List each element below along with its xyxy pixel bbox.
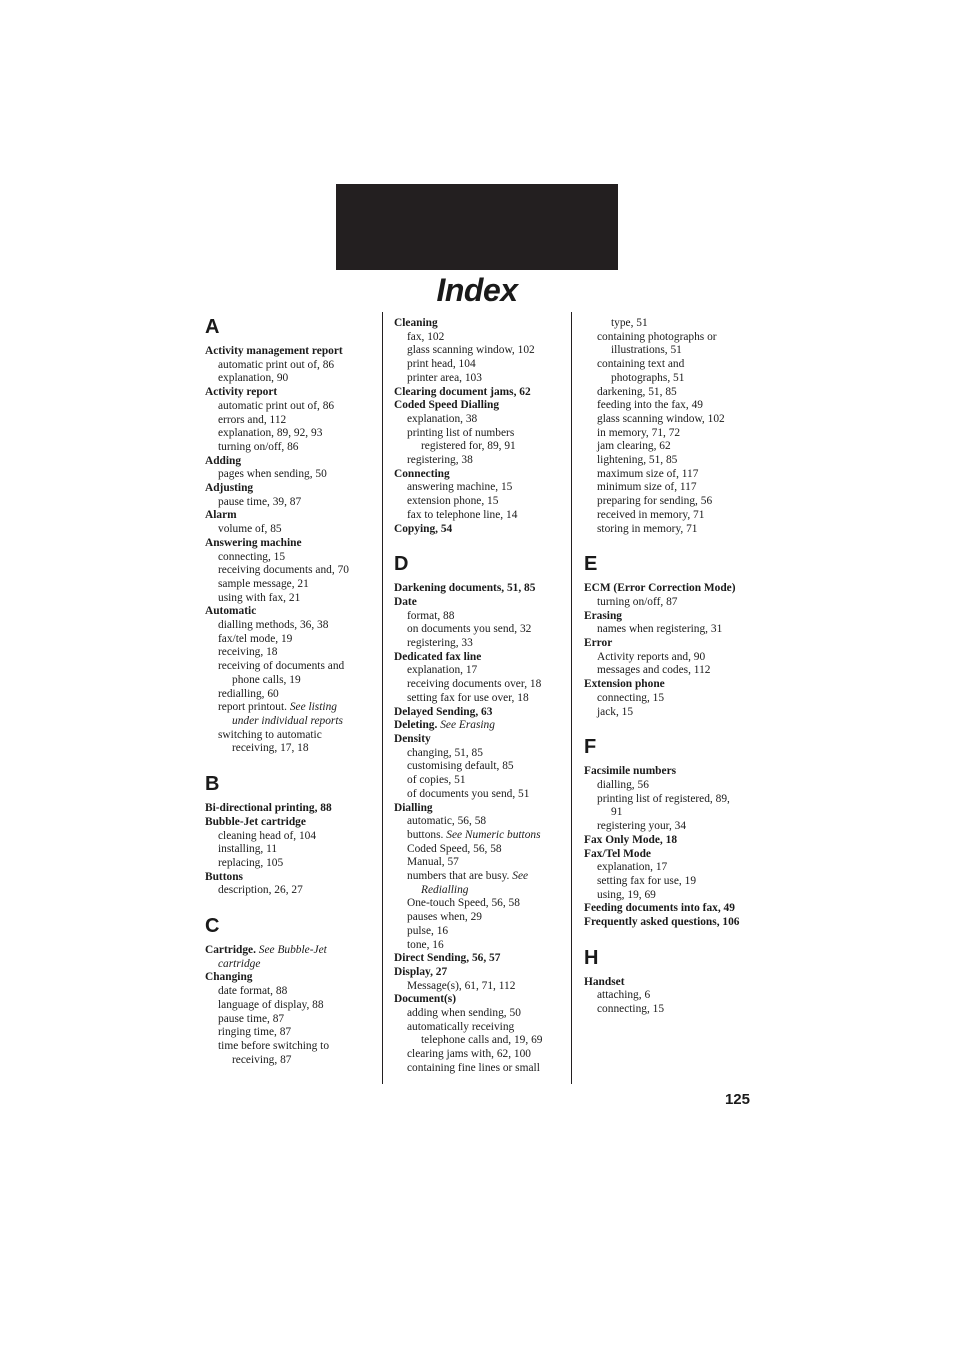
entry-text: maximum size of, 117 [597, 467, 699, 480]
index-subentry [394, 664, 566, 678]
entry-text: installing, 11 [218, 843, 278, 856]
entry-text: Copying, 54 [394, 522, 453, 535]
entry-text: preparing for sending, 56 [597, 495, 713, 508]
index-subentry [394, 372, 566, 386]
index-subentry [205, 830, 375, 844]
index-subentry [584, 413, 754, 427]
index-entry [394, 733, 566, 747]
index-subentry [394, 911, 566, 925]
index-subentry [205, 674, 375, 688]
entry-text: fax to telephone line, 14 [407, 508, 518, 521]
index-subentry [205, 646, 375, 660]
index-subentry [584, 523, 754, 537]
section-letter: E [584, 553, 598, 576]
entry-text: of documents you send, 51 [407, 787, 530, 800]
entry-text: receiving, 87 [232, 1053, 292, 1066]
index-subentry [394, 870, 566, 884]
entry-text: receiving, 17, 18 [232, 742, 309, 755]
index-entry [584, 765, 754, 779]
entry-text: automatic print out of, 86 [218, 399, 335, 412]
index-subentry [205, 400, 375, 414]
entry-text: Alarm [205, 509, 237, 522]
index-subentry [205, 468, 375, 482]
entry-text: storing in memory, 71 [597, 522, 698, 535]
entry-text: connecting, 15 [597, 691, 665, 704]
index-subentry [584, 651, 754, 665]
entry-text: ringing time, 87 [218, 1026, 292, 1039]
index-subentry [205, 619, 375, 633]
index-subentry [584, 386, 754, 400]
index-subentry [394, 843, 566, 857]
page-number: 125 [724, 1091, 750, 1108]
entry-text: extension phone, 15 [407, 495, 499, 508]
entry-text: tone, 16 [407, 938, 444, 951]
entry-text: Error [584, 637, 613, 650]
index-subentry [394, 481, 566, 495]
index-subentry [205, 843, 375, 857]
entry-text: redialling, 60 [218, 687, 279, 700]
index-subentry [205, 359, 375, 373]
see-reference: See listing [289, 701, 337, 714]
entry-text: Adjusting [205, 482, 254, 495]
entry-text: pause time, 87 [218, 1012, 285, 1025]
entry-text: Clearing document jams, 62 [394, 385, 531, 398]
index-subentry [584, 664, 754, 678]
index-subentry [394, 637, 566, 651]
entry-text: date format, 88 [218, 985, 288, 998]
entry-text: jam clearing, 62 [597, 440, 671, 453]
see-reference: See Bubble-Jet [258, 944, 327, 957]
entry-text: messages and codes, 112 [597, 664, 711, 677]
index-subentry [394, 884, 566, 898]
section-letter: A [205, 316, 220, 338]
entry-text: Direct Sending, 56, 57 [394, 952, 501, 965]
index-subentry [584, 427, 754, 441]
index-entry [205, 509, 375, 523]
index-entry [394, 399, 566, 413]
entry-text: buttons. [407, 828, 444, 841]
index-subentry [205, 715, 375, 729]
index-subentry [584, 793, 754, 807]
entry-text: telephone calls and, 19, 69 [421, 1034, 543, 1047]
entry-text: dialling methods, 36, 38 [218, 619, 329, 632]
entry-text: Answering machine [205, 536, 302, 549]
index-entry [584, 902, 754, 916]
index-subentry [394, 692, 566, 706]
index-subentry [584, 454, 754, 468]
entry-text: Document(s) [394, 993, 457, 1006]
entry-text: ECM (Error Correction Mode) [584, 582, 736, 595]
index-entry [584, 848, 754, 862]
index-subentry [584, 779, 754, 793]
index-entry [205, 871, 375, 885]
index-entry [205, 482, 375, 496]
index-subentry [394, 1034, 566, 1048]
entry-text: turning on/off, 87 [597, 595, 678, 608]
entry-text: Coded Speed, 56, 58 [407, 842, 502, 855]
index-entry [394, 952, 566, 966]
entry-text: sample message, 21 [218, 577, 309, 590]
entry-text: receiving documents over, 18 [407, 678, 542, 691]
entry-text: explanation, 17 [407, 664, 478, 677]
index-entry [394, 596, 566, 610]
index-subentry [205, 441, 375, 455]
entry-text: printing list of registered, 89, [597, 792, 730, 805]
entry-text: Facsimile numbers [584, 765, 677, 778]
page-title: Index [436, 272, 518, 308]
entry-text: connecting, 15 [597, 1003, 665, 1016]
index-subentry [394, 427, 566, 441]
entry-text: on documents you send, 32 [407, 623, 532, 636]
index-subentry [394, 760, 566, 774]
index-subentry [584, 861, 754, 875]
index-entry [584, 976, 754, 990]
entry-text: automatic print out of, 86 [218, 358, 335, 371]
index-entry [394, 966, 566, 980]
index-entry [205, 537, 375, 551]
entry-text: Fax Only Mode, 18 [584, 833, 678, 846]
entry-text: cleaning head of, 104 [218, 829, 317, 842]
entry-text: feeding into the fax, 49 [597, 399, 703, 412]
index-subentry [394, 856, 566, 870]
entry-text: Cartridge. [205, 944, 256, 957]
entry-text: Dedicated fax line [394, 650, 482, 663]
index-entry [394, 386, 566, 400]
index-subentry [205, 564, 375, 578]
entry-text: replacing, 105 [218, 856, 284, 869]
entry-text: pauses when, 29 [407, 911, 482, 924]
section-letter: B [205, 773, 220, 796]
index-entry [584, 916, 754, 930]
entry-text: using, 19, 69 [597, 888, 656, 901]
entry-text: report printout. [218, 701, 287, 714]
index-subentry [394, 980, 566, 994]
entry-text: Deleting. [394, 719, 438, 732]
index-subentry [394, 1048, 566, 1062]
index-subentry [205, 633, 375, 647]
index-subentry [394, 1062, 566, 1076]
index-subentry [205, 742, 375, 756]
index-subentry [394, 1021, 566, 1035]
index-entry [394, 651, 566, 665]
index-entry [584, 678, 754, 692]
index-subentry [584, 889, 754, 903]
entry-text: registering, 38 [407, 454, 473, 467]
entry-text: Feeding documents into fax, 49 [584, 902, 735, 915]
index-subentry [205, 1040, 375, 1054]
entry-text: of copies, 51 [407, 774, 466, 787]
index-subentry [584, 344, 754, 358]
index-entry [394, 719, 566, 733]
index-entry [205, 802, 375, 816]
entry-text: containing fine lines or small [407, 1061, 540, 1074]
entry-text: Cleaning [394, 317, 438, 329]
entry-text: receiving documents and, 70 [218, 564, 349, 577]
index-entry [584, 582, 754, 596]
entry-text: phone calls, 19 [232, 673, 301, 686]
entry-text: setting fax for use, 19 [597, 874, 697, 887]
entry-text: glass scanning window, 102 [597, 412, 725, 425]
index-subentry [205, 592, 375, 606]
index-subentry [205, 523, 375, 537]
entry-text: time before switching to [218, 1039, 330, 1052]
entry-text: language of display, 88 [218, 998, 324, 1011]
header-block [336, 184, 618, 270]
index-subentry [205, 701, 375, 715]
index-subentry [394, 440, 566, 454]
see-reference: See Erasing [440, 719, 495, 732]
entry-text: glass scanning window, 102 [407, 344, 535, 357]
index-subentry [584, 495, 754, 509]
column-divider [571, 312, 572, 1084]
index-subentry [584, 1003, 754, 1017]
index-entry [584, 637, 754, 651]
entry-text: explanation, 89, 92, 93 [218, 427, 323, 440]
index-entry [394, 317, 566, 331]
entry-text: explanation, 90 [218, 372, 289, 385]
index-subentry [205, 427, 375, 441]
entry-text: darkening, 51, 85 [597, 385, 677, 398]
entry-text: connecting, 15 [218, 550, 286, 563]
see-reference: under individual reports [232, 714, 343, 727]
entry-text: Manual, 57 [407, 856, 459, 869]
entry-text: Dialling [394, 801, 433, 814]
entry-text: adding when sending, 50 [407, 1007, 521, 1020]
index-entry [205, 816, 375, 830]
entry-text: containing text and [597, 358, 685, 371]
index-subentry [394, 939, 566, 953]
see-reference: Redialling [421, 883, 469, 896]
entry-text: in memory, 71, 72 [597, 426, 681, 439]
entry-text: Bi-directional printing, 88 [205, 802, 332, 815]
entry-text: type, 51 [611, 317, 648, 329]
entry-text: Bubble-Jet cartridge [205, 815, 306, 828]
entry-text: Fax/Tel Mode [584, 847, 651, 860]
index-subentry [205, 551, 375, 565]
index-entry [394, 582, 566, 596]
index-subentry [584, 481, 754, 495]
index-entry [205, 971, 375, 985]
index-subentry [394, 747, 566, 761]
entry-text: description, 26, 27 [218, 884, 303, 897]
index-subentry [584, 440, 754, 454]
index-subentry [205, 578, 375, 592]
entry-text: illustrations, 51 [611, 344, 682, 357]
entry-text: registering, 33 [407, 637, 473, 650]
entry-text: receiving, 18 [218, 646, 278, 659]
index-subentry [584, 331, 754, 345]
see-reference: cartridge [218, 957, 261, 970]
entry-text: 91 [611, 806, 623, 819]
entry-text: lightening, 51, 85 [597, 454, 678, 467]
index-column-1 [205, 317, 375, 1067]
index-subentry [584, 468, 754, 482]
index-entry [394, 802, 566, 816]
column-divider [382, 312, 383, 1084]
entry-text: volume of, 85 [218, 523, 282, 536]
section-letter: C [205, 915, 220, 938]
index-entry [205, 455, 375, 469]
entry-text: One-touch Speed, 56, 58 [407, 897, 520, 910]
entry-text: numbers that are busy. [407, 870, 510, 883]
index-subentry [394, 509, 566, 523]
index-subentry [394, 623, 566, 637]
index-entry [394, 706, 566, 720]
index-subentry [394, 454, 566, 468]
index-entry [205, 605, 375, 619]
index-subentry [584, 596, 754, 610]
entry-text: registered for, 89, 91 [421, 440, 516, 453]
index-subentry [394, 495, 566, 509]
section-letter: D [394, 553, 409, 576]
section-letter: F [584, 736, 597, 759]
index-subentry [394, 774, 566, 788]
entry-text: format, 88 [407, 609, 455, 622]
entry-text: dialling, 56 [597, 778, 649, 791]
index-subentry [394, 1007, 566, 1021]
index-subentry [584, 820, 754, 834]
entry-text: using with fax, 21 [218, 591, 301, 604]
entry-text: Changing [205, 971, 253, 984]
entry-text: Activity report [205, 386, 278, 399]
entry-text: fax, 102 [407, 330, 445, 343]
index-subentry [584, 989, 754, 1003]
index-entry [584, 610, 754, 624]
index-subentry [584, 623, 754, 637]
entry-text: registering your, 34 [597, 820, 687, 833]
entry-text: automatically receiving [407, 1020, 515, 1033]
index-subentry [584, 358, 754, 372]
index-subentry [394, 358, 566, 372]
entry-text: containing photographs or [597, 330, 717, 343]
index-subentry [584, 509, 754, 523]
entry-text: Delayed Sending, 63 [394, 705, 493, 718]
index-subentry [394, 331, 566, 345]
entry-text: Display, 27 [394, 965, 448, 978]
index-subentry [394, 610, 566, 624]
entry-text: automatic, 56, 58 [407, 815, 487, 828]
entry-text: Frequently asked questions, 106 [584, 916, 740, 929]
index-subentry [394, 925, 566, 939]
entry-text: attaching, 6 [597, 989, 651, 1002]
entry-text: names when registering, 31 [597, 623, 723, 636]
entry-text: explanation, 17 [597, 861, 668, 874]
index-subentry [205, 857, 375, 871]
index-subentry [205, 1054, 375, 1068]
entry-text: switching to automatic [218, 728, 322, 741]
index-entry [205, 345, 375, 359]
index-subentry [584, 372, 754, 386]
entry-text: Activity management report [205, 345, 343, 357]
entry-text: printer area, 103 [407, 371, 482, 384]
index-column-3 [584, 317, 754, 1017]
index-subentry [584, 706, 754, 720]
index-subentry [394, 897, 566, 911]
entry-text: changing, 51, 85 [407, 746, 483, 759]
index-subentry [394, 678, 566, 692]
index-subentry [205, 729, 375, 743]
entry-text: pages when sending, 50 [218, 468, 327, 481]
entry-text: jack, 15 [597, 705, 634, 718]
entry-text: Automatic [205, 605, 257, 618]
see-reference: See [512, 870, 529, 883]
index-entry [205, 944, 375, 958]
index-subentry [205, 958, 375, 972]
entry-text: Buttons [205, 870, 243, 883]
index-subentry [584, 806, 754, 820]
entry-text: receiving of documents and [218, 660, 345, 673]
index-subentry [584, 692, 754, 706]
entry-text: Extension phone [584, 678, 665, 691]
index-subentry [205, 372, 375, 386]
index-subentry [205, 688, 375, 702]
entry-text: setting fax for use over, 18 [407, 691, 529, 704]
index-subentry [205, 1013, 375, 1027]
entry-text: Adding [205, 454, 242, 467]
entry-text: Message(s), 61, 71, 112 [407, 979, 516, 992]
entry-text: Coded Speed Dialling [394, 399, 500, 412]
entry-text: Activity reports and, 90 [597, 650, 706, 663]
index-subentry [394, 815, 566, 829]
index-entry [394, 993, 566, 1007]
entry-text: photographs, 51 [611, 371, 685, 384]
entry-text: clearing jams with, 62, 100 [407, 1048, 532, 1061]
entry-text: minimum size of, 117 [597, 481, 697, 494]
entry-text: fax/tel mode, 19 [218, 632, 293, 645]
entry-text: turning on/off, 86 [218, 440, 299, 453]
index-subentry [584, 399, 754, 413]
entry-text: printing list of numbers [407, 426, 515, 439]
see-reference: See Numeric buttons [446, 828, 541, 841]
index-entry [394, 468, 566, 482]
index-subentry [205, 985, 375, 999]
entry-text: Date [394, 595, 417, 608]
entry-text: pause time, 39, 87 [218, 495, 302, 508]
index-subentry [584, 317, 754, 331]
index-subentry [205, 414, 375, 428]
index-entry [584, 834, 754, 848]
section-letter: H [584, 946, 599, 969]
entry-text: Connecting [394, 467, 450, 480]
index-subentry [205, 999, 375, 1013]
entry-text: Handset [584, 975, 625, 988]
entry-text: answering machine, 15 [407, 481, 513, 494]
entry-text: print head, 104 [407, 358, 476, 371]
index-entry [205, 386, 375, 400]
entry-text: errors and, 112 [218, 413, 287, 426]
entry-text: Darkening documents, 51, 85 [394, 582, 536, 595]
index-subentry [394, 344, 566, 358]
index-subentry [584, 875, 754, 889]
entry-text: Density [394, 732, 431, 745]
index-subentry [394, 788, 566, 802]
entry-text: customising default, 85 [407, 760, 514, 773]
index-subentry [394, 829, 566, 843]
index-subentry [205, 1026, 375, 1040]
entry-text: explanation, 38 [407, 412, 478, 425]
entry-text: pulse, 16 [407, 924, 449, 937]
index-subentry [205, 660, 375, 674]
index-subentry [394, 413, 566, 427]
entry-text: received in memory, 71 [597, 508, 705, 521]
index-column-2 [394, 317, 566, 1076]
entry-text: Erasing [584, 609, 622, 622]
index-subentry [205, 884, 375, 898]
index-entry [394, 523, 566, 537]
index-subentry [205, 496, 375, 510]
